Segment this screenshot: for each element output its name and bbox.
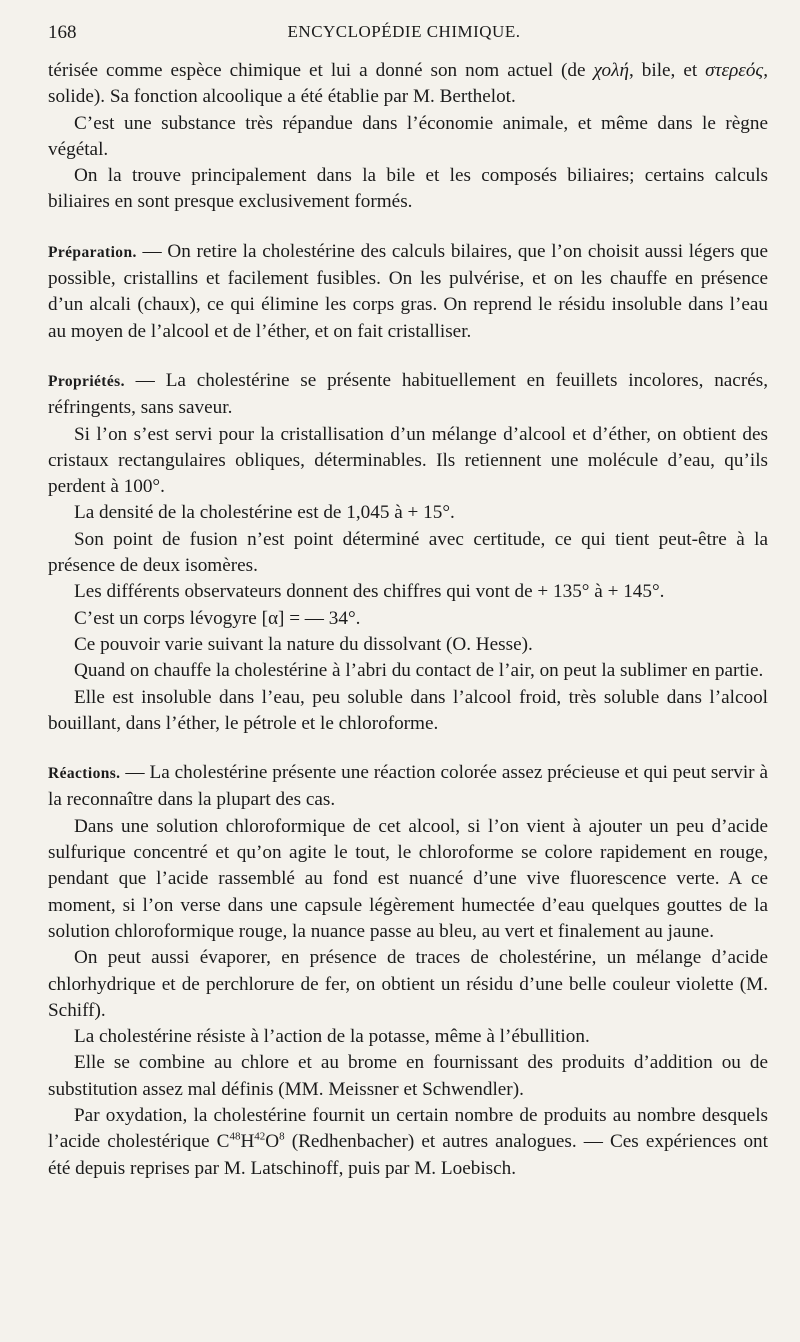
paragraph: Elle se combine au chlore et au brome en fournissant des produits d’addition ou de substitution assez mal définis (MM. Meissner et Schwendler). bbox=[48, 1052, 768, 1100]
greek-word: χολή bbox=[593, 60, 629, 81]
page-number: 168 bbox=[48, 22, 77, 43]
text-span: , solide). Sa fonction alcoolique a été établie par M. Berthelot. bbox=[48, 60, 769, 108]
paragraph: On peut aussi évaporer, en présence de traces de cholestérine, un mélange d’acide chlorhydrique et de perchlorure de fer, on obtient un résidu d’une belle couleur violette (M. Schiff). bbox=[48, 947, 768, 1021]
paragraph: C’est un corps lévogyre [α] = — 34°. bbox=[74, 607, 361, 629]
paragraph: La cholestérine résiste à l’action de la potasse, même à l’ébullition. bbox=[74, 1026, 590, 1048]
text-span: — On retire la cholestérine des calculs bilaires, que l’on choisit aussi légers que possible, cristallins et facilement fusibles. On les pulvérise, et on les chauffe en présence d’un alcali (chaux), ce qui élimine les corps gras. On reprend le résidu insoluble dans l’eau au moyen de l’alcool et de l’éther, et on fait cristalliser. bbox=[48, 240, 768, 342]
paragraph: C’est une substance très répandue dans l’économie animale, et même dans le règne végétal. bbox=[48, 112, 768, 160]
text-span: , bile, et bbox=[628, 60, 706, 81]
text-span: H bbox=[240, 1131, 255, 1153]
paragraph-formula bbox=[48, 1103, 768, 1182]
section-heading: Préparation. bbox=[48, 243, 137, 261]
paragraph: Ce pouvoir varie suivant la nature du dissolvant (O. Hesse). bbox=[74, 633, 533, 655]
section-heading: Propriétés. bbox=[48, 372, 125, 390]
text-span: — La cholestérine présente une réaction colorée assez précieuse et qui peut servir à la reconnaître dans la plupart des cas. bbox=[48, 762, 768, 811]
page-header bbox=[48, 22, 760, 48]
paragraph: On la trouve principalement dans la bile et les composés biliaires; certains calculs biliaires en sont presque exclusivement formés. bbox=[48, 165, 768, 213]
formula-superscript: 8 bbox=[279, 1130, 285, 1143]
section-reactions bbox=[48, 760, 768, 814]
section-properties bbox=[48, 368, 768, 422]
section-heading: Réactions. bbox=[48, 765, 121, 783]
text-span: Par oxydation, la cholestérine fournit un certain nombre de produits au nombre desquels l’acide cholestérique C bbox=[48, 1104, 768, 1153]
running-title: ENCYCLOPÉDIE CHIMIQUE. bbox=[287, 22, 521, 41]
paragraph: Si l’on s’est servi pour la cristallisation d’un mélange d’alcool et d’éther, on obtient des cristaux rectangulaires obliques, déterminables. Ils retiennent une molécule d’eau, qu’ils perdent à 100°. bbox=[48, 423, 768, 498]
paragraph: Quand on chauffe la cholestérine à l’abri du contact de l’air, on peut la sublimer en partie. bbox=[74, 660, 764, 682]
formula-superscript: 48 bbox=[229, 1130, 241, 1143]
text-span: O bbox=[265, 1131, 280, 1153]
formula-superscript: 42 bbox=[254, 1130, 266, 1143]
paragraph: Les différents observateurs donnent des chiffres qui vont de + 135° à + 145°. bbox=[74, 581, 665, 603]
greek-word: στερεός bbox=[705, 60, 764, 81]
paragraph: Son point de fusion n’est point déterminé avec certitude, ce qui tient peut-être à la présence de deux isomères. bbox=[48, 528, 768, 577]
paragraph: La densité de la cholestérine est de 1,045 à + 15°. bbox=[74, 502, 455, 524]
text-span: (Redhenbacher) et autres analogues. — Ces expériences ont été depuis reprises par M. Latschinoff, puis par M. Loebisch. bbox=[48, 1131, 768, 1179]
paragraph: Dans une solution chloroformique de cet alcool, si l’on vient à ajouter un peu d’acide sulfurique concentré et qu’on agite le tout, le chloroforme se colore rapidement en rouge, pendant que l’acide rassemblé au fond est nuancé d’une vive fluorescence verte. A ce moment, si l’on verse dans une capsule légèrement humectée d’eau quelques gouttes de la solution chloroformique rouge, la nuance passe au bleu, au vert et finalement au jaune. bbox=[48, 815, 768, 942]
text-span: — La cholestérine se présente habituellement en feuillets incolores, nacrés, réfringents, sans saveur. bbox=[48, 369, 768, 419]
body-text bbox=[48, 58, 768, 1182]
paragraph-intro bbox=[48, 58, 768, 111]
paragraph: Elle est insoluble dans l’eau, peu soluble dans l’alcool froid, très soluble dans l’alcool bouillant, dans l’éther, le pétrole et le chloroforme. bbox=[48, 686, 768, 734]
text-span: térisée comme espèce chimique et lui a donné son nom actuel (de bbox=[48, 60, 594, 81]
section-preparation bbox=[48, 239, 768, 345]
